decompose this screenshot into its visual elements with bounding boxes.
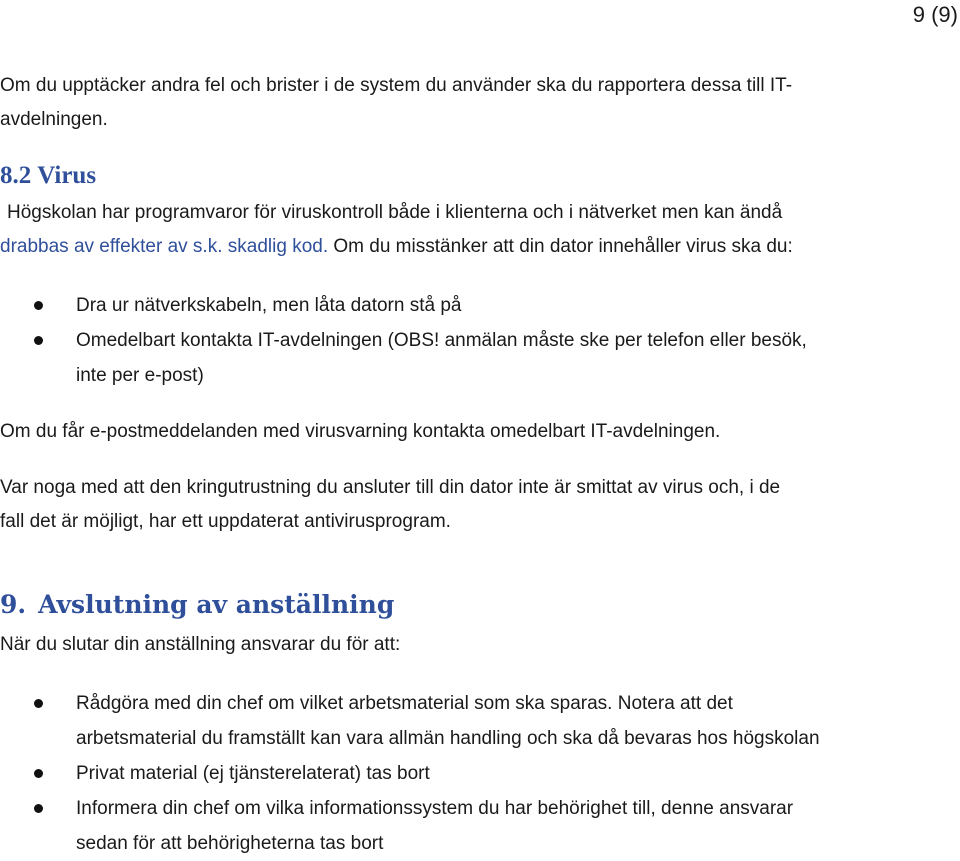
bullet-icon [34, 301, 43, 310]
list-item-text: Informera din chef om vilka informationssystem du har behörighet till, denne ansvarar [76, 798, 794, 819]
list-item-text: Rådgöra med din chef om vilket arbetsmaterial som ska sparas. Notera att det [76, 693, 733, 714]
peripheral-paragraph-line-2: fall det är möjligt, har ett uppdaterat antivirusprogram. [0, 511, 451, 532]
list-item-text: inte per e-post) [76, 365, 204, 386]
virus-paragraph-line-1: Högskolan har programvaror för viruskontroll både i klienterna och i nätverket men kan ändå [7, 202, 783, 223]
list-item-text: Privat material (ej tjänsterelaterat) tas bort [76, 763, 430, 784]
termination-list [0, 686, 960, 861]
intro-paragraph-line-2: avdelningen. [0, 109, 108, 130]
peripheral-paragraph-line-1: Var noga med att den kringutrustning du ansluter till din dator inte är smittat av virus och, i de [0, 477, 781, 498]
list-item-text: arbetsmaterial du framställt kan vara allmän handling och ska då bevaras hos högskolan [76, 728, 820, 749]
intro-paragraph-line-1: Om du upptäcker andra fel och brister i de system du använder ska du rapportera dessa till IT- [0, 75, 793, 96]
virus-paragraph-rest: Om du misstänker att din dator innehåller virus ska du: [328, 236, 793, 257]
section-8-2-heading [0, 162, 96, 190]
bullet-icon [34, 336, 43, 345]
list-item [0, 288, 960, 323]
list-item-text: sedan för att behörigheterna tas bort [76, 833, 384, 854]
bullet-icon [34, 804, 43, 813]
list-item [0, 756, 960, 791]
section-8-2-title: Virus [37, 162, 97, 189]
list-item-text: Omedelbart kontakta IT-avdelningen (OBS! anmälan måste ske per telefon eller besök, [76, 330, 807, 351]
list-item-text: Dra ur nätverkskabeln, men låta datorn stå på [76, 295, 462, 316]
section-9-intro: När du slutar din anställning ansvarar du för att: [0, 634, 401, 655]
virus-warning-paragraph: Om du får e-postmeddelanden med virusvarning kontakta omedelbart IT-avdelningen. [0, 421, 721, 442]
section-9-heading [0, 590, 394, 619]
section-9-number: 9. [0, 590, 27, 619]
list-item [0, 686, 960, 756]
virus-action-list [0, 288, 960, 393]
list-item [0, 791, 960, 861]
bullet-icon [34, 699, 43, 708]
section-8-2-number: 8.2 [0, 162, 32, 189]
list-item [0, 323, 960, 393]
section-9-title: Avslutning av anställning [38, 590, 395, 619]
bullet-icon [34, 769, 43, 778]
page-number: 9 (9) [912, 2, 958, 27]
virus-paragraph-link-text: drabbas av effekter av s.k. skadlig kod. [0, 236, 329, 257]
virus-paragraph-line-2 [0, 230, 793, 264]
